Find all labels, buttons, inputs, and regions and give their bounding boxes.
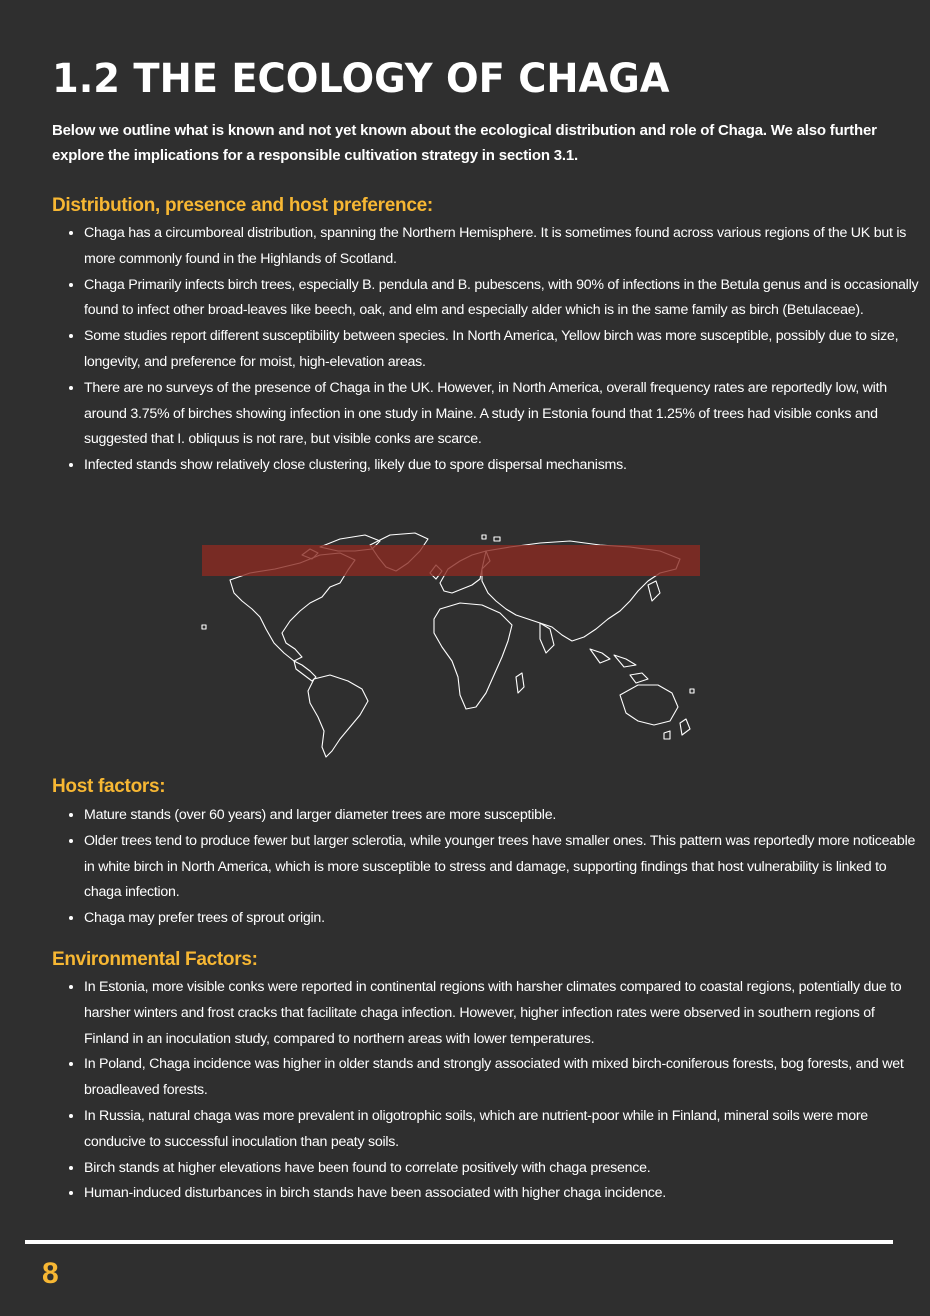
list-item: • Chaga Primarily infects birch trees, especially B. pendula and B. pubescens, with 90% of infections in the Betula genus and is occasionally found to infect other broad-leaves like beech, oak, and elm and especially alder which is in the same family as birch (Betulaceae). — [84, 273, 920, 325]
chaga-distribution-band — [202, 545, 700, 576]
list-item: • Infected stands show relatively close clustering, likely due to spore dispersal mechanisms. — [84, 453, 920, 479]
page-title: 1.2 THE ECOLOGY OF CHAGA — [52, 56, 670, 102]
section-heading-environmental-factors: Environmental Factors: — [52, 949, 258, 970]
list-item: • In Estonia, more visible conks were reported in continental regions with harsher climates compared to coastal regions, potentially due to harsher winters and frost cracks that facilitate chaga infection. However, higher infection rates were observed in southern regions of Finland in an inoculation study, compared to northern areas with lower temperatures. — [84, 975, 920, 1052]
section-heading-distribution: Distribution, presence and host preference: — [52, 195, 433, 216]
host-factors-list — [52, 803, 920, 932]
list-item: • Mature stands (over 60 years) and larger diameter trees are more susceptible. — [84, 803, 920, 829]
list-item: • Birch stands at higher elevations have been found to correlate positively with chaga presence. — [84, 1156, 920, 1182]
list-item: • Chaga may prefer trees of sprout origin. — [84, 906, 920, 932]
list-item: • Human-induced disturbances in birch stands have been associated with higher chaga incidence. — [84, 1181, 920, 1207]
intro-paragraph: Below we outline what is known and not yet known about the ecological distribution and role of Chaga. We also further explore the implications for a responsible cultivation strategy in section 3.1. — [52, 122, 877, 164]
list-item: • In Poland, Chaga incidence was higher in older stands and strongly associated with mixed birch-coniferous forests, bog forests, and wet broadleaved forests. — [84, 1052, 920, 1104]
list-item: • There are no surveys of the presence of Chaga in the UK. However, in North America, overall frequency rates are reportedly low, with around 3.75% of birches showing infection in one study in Maine. A study in Estonia found that 1.25% of trees had visible conks and suggested that I. obliquus is not rare, but visible conks are scarce. — [84, 376, 920, 453]
distribution-list — [52, 221, 920, 479]
list-item: • In Russia, natural chaga was more prevalent in oligotrophic soils, which are nutrient-poor while in Finland, mineral soils were more conducive to successful inoculation than peaty soils. — [84, 1104, 920, 1156]
page-number: 8 — [42, 1257, 59, 1290]
environmental-factors-list — [52, 975, 920, 1207]
footer-divider — [25, 1240, 893, 1244]
world-map-icon — [190, 525, 710, 765]
list-item: • Some studies report different susceptibility between species. In North America, Yellow birch was more susceptible, possibly due to size, longevity, and preference for moist, high-elevation areas. — [84, 324, 920, 376]
section-heading-host-factors: Host factors: — [52, 776, 166, 797]
list-item: • Older trees tend to produce fewer but larger sclerotia, while younger trees have smaller ones. This pattern was reportedly more noticeable in white birch in North America, which is more susceptible to stress and damage, supporting findings that host vulnerability is linked to chaga infection. — [84, 829, 920, 906]
list-item: • Chaga has a circumboreal distribution, spanning the Northern Hemisphere. It is sometimes found across various regions of the UK but is more commonly found in the Highlands of Scotland. — [84, 221, 920, 273]
